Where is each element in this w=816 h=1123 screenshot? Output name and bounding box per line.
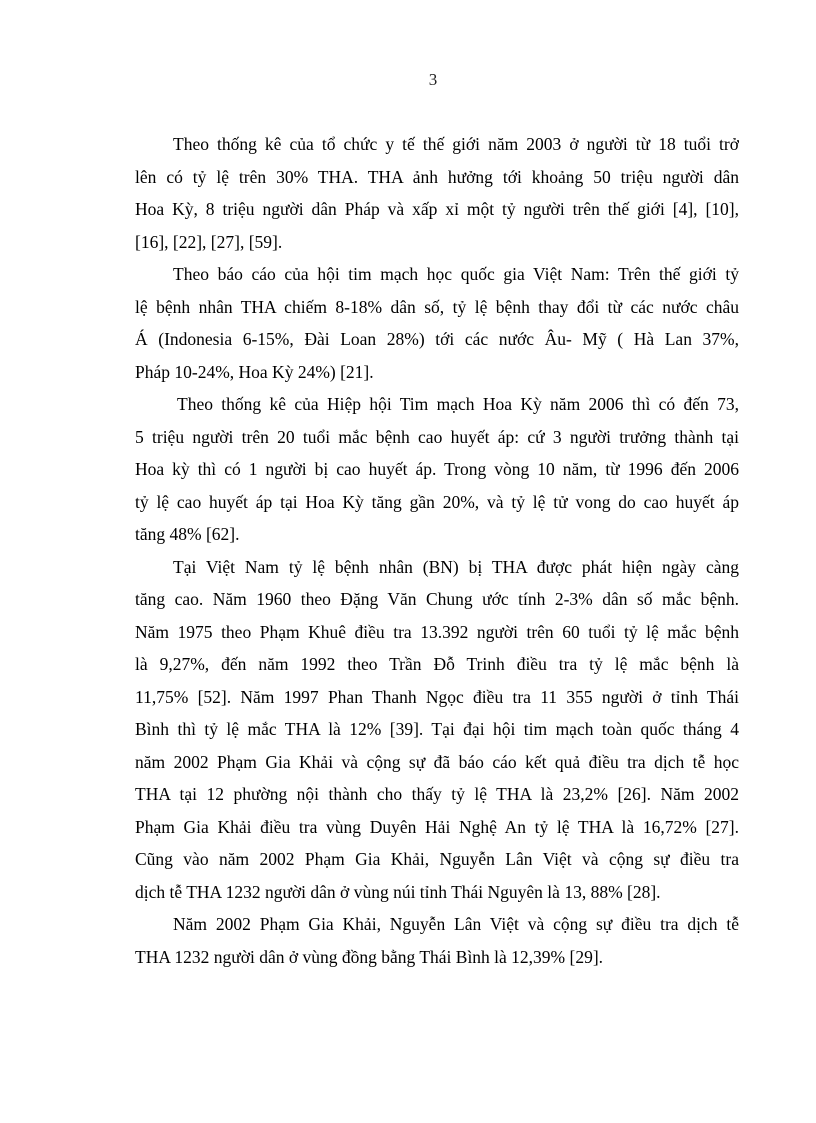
paragraph-line: dịch tễ THA 1232 người dân ở vùng núi tỉnh Thái Nguyên là 13, 88% [28]. bbox=[135, 881, 661, 902]
paragraph-line: Pháp 10-24%, Hoa Kỳ 24%) [21]. bbox=[135, 361, 374, 382]
paragraph-line: năm 2002 Phạm Gia Khải và cộng sự đã báo cáo kết quả điều tra dịch tễ học bbox=[135, 751, 739, 772]
paragraph-line: THA tại 12 phường nội thành cho thấy tỷ lệ THA là 23,2% [26]. Năm 2002 bbox=[135, 784, 739, 804]
paragraph-line: 5 triệu người trên 20 tuổi mắc bệnh cao huyết áp: cứ 3 người trưởng thành tại bbox=[135, 426, 739, 447]
paragraph-line: 11,75% [52]. Năm 1997 Phan Thanh Ngọc điều tra 11 355 người ở tỉnh Thái bbox=[135, 686, 739, 707]
paragraph-line: Năm 1975 theo Phạm Khuê điều tra 13.392 người trên 60 tuổi tỷ lệ mắc bệnh bbox=[135, 621, 739, 642]
paragraph-line: lên có tỷ lệ trên 30% THA. THA ảnh hưởng tới khoảng 50 triệu người dân bbox=[135, 166, 739, 187]
paragraph-line: Cũng vào năm 2002 Phạm Gia Khải, Nguyễn Lân Việt và cộng sự điều tra bbox=[135, 849, 739, 869]
body-text bbox=[135, 128, 739, 973]
paragraph-line: Theo báo cáo của hội tim mạch học quốc gia Việt Nam: Trên thế giới tỷ bbox=[173, 264, 739, 284]
paragraph-line: lệ bệnh nhân THA chiếm 8-18% dân số, tỷ lệ bệnh thay đổi từ các nước châu bbox=[135, 296, 739, 317]
paragraph-line: Phạm Gia Khải điều tra vùng Duyên Hải Nghệ An tỷ lệ THA là 16,72% [27]. bbox=[135, 816, 739, 837]
paragraph-line: [16], [22], [27], [59]. bbox=[135, 231, 283, 252]
paragraph-line: Hoa Kỳ, 8 triệu người dân Pháp và xấp xỉ một tỷ người trên thế giới [4], [10], bbox=[135, 199, 739, 219]
paragraph-line: Năm 2002 Phạm Gia Khải, Nguyễn Lân Việt và cộng sự điều tra dịch tễ bbox=[173, 914, 739, 934]
paragraph-line: Bình thì tỷ lệ mắc THA là 12% [39]. Tại đại hội tim mạch toàn quốc tháng 4 bbox=[135, 719, 739, 739]
paragraph-line: Theo thống kê của Hiệp hội Tim mạch Hoa Kỳ năm 2006 thì có đến 73, bbox=[177, 394, 739, 414]
paragraph-who-statistics bbox=[135, 128, 739, 258]
paragraph-line: Theo thống kê của tổ chức y tế thế giới năm 2003 ở người từ 18 tuổi trở bbox=[173, 134, 739, 154]
paragraph-line: Hoa kỳ thì có 1 người bị cao huyết áp. Trong vòng 10 năm, từ 1996 đến 2006 bbox=[135, 459, 739, 479]
paragraph-us-heart-association bbox=[135, 388, 739, 551]
paragraph-line: là 9,27%, đến năm 1992 theo Trần Đỗ Trinh điều tra tỷ lệ mắc bệnh là bbox=[135, 654, 739, 674]
paragraph-thai-binh-survey bbox=[135, 908, 739, 973]
paragraph-vietnam-prevalence bbox=[135, 551, 739, 909]
paragraph-line: tăng 48% [62]. bbox=[135, 524, 240, 544]
paragraph-line: tăng cao. Năm 1960 theo Đặng Văn Chung ước tính 2-3% dân số mắc bệnh. bbox=[135, 589, 739, 609]
paragraph-line: THA 1232 người dân ở vùng đồng bằng Thái Bình là 12,39% [29]. bbox=[135, 946, 604, 967]
paragraph-line: Tại Việt Nam tỷ lệ bệnh nhân (BN) bị THA được phát hiện ngày càng bbox=[173, 556, 739, 577]
paragraph-line: tỷ lệ cao huyết áp tại Hoa Kỳ tăng gần 20%, và tỷ lệ tử vong do cao huyết áp bbox=[135, 491, 739, 512]
paragraph-line: Á (Indonesia 6-15%, Đài Loan 28%) tới các nước Âu- Mỹ ( Hà Lan 37%, bbox=[135, 329, 739, 349]
page-number: 3 bbox=[428, 70, 438, 89]
paragraph-vn-cardiology-report bbox=[135, 258, 739, 388]
